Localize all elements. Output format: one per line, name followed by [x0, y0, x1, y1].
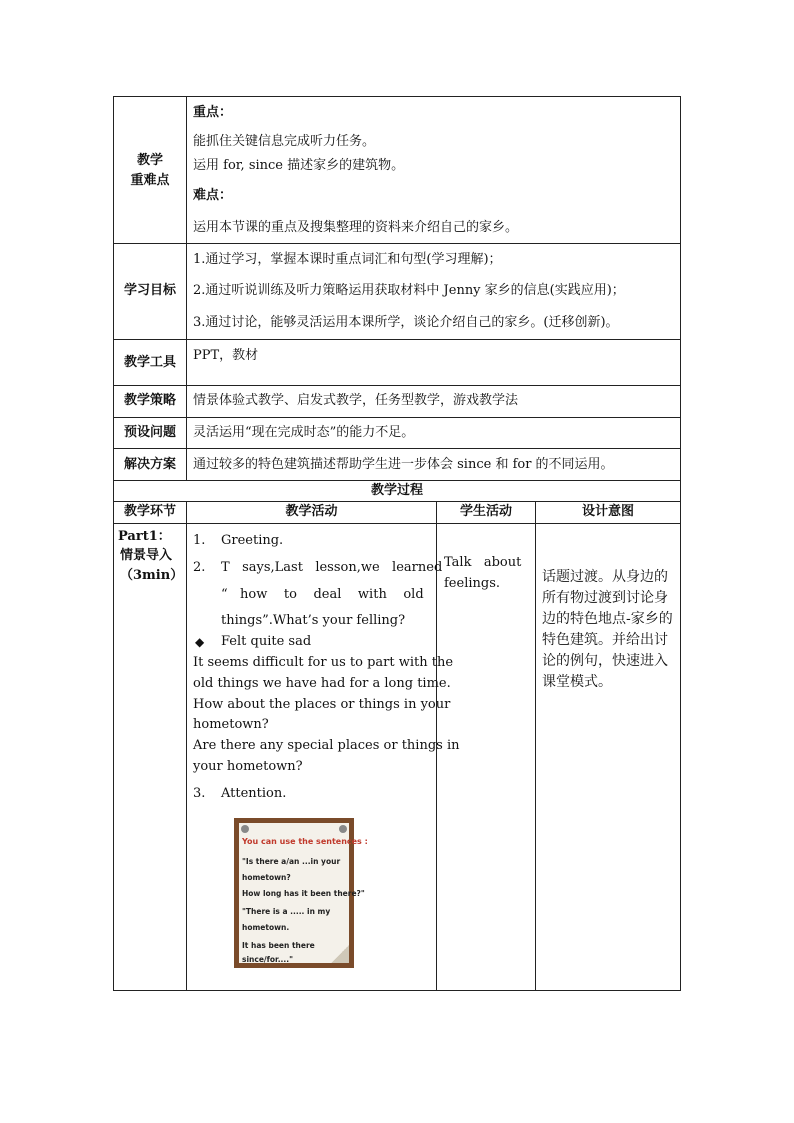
table-rule [186, 501, 187, 991]
problem-label: 预设问题 [123, 425, 176, 440]
diamond-bullet-icon: ◆ [195, 635, 205, 649]
header-intent: 设计意图 [581, 504, 634, 519]
header-activity: 教学活动 [285, 504, 338, 519]
student-activity: feelings. [444, 576, 501, 591]
table-rule [680, 96, 681, 991]
tools-value: PPT，教材 [193, 348, 259, 363]
activity-para: hometown? [193, 717, 269, 732]
activity-text: T says,Last lesson,we learned [221, 560, 443, 575]
card-line: hometown. [242, 923, 290, 932]
student-activity: Talk about [444, 555, 522, 570]
table-rule [113, 523, 681, 524]
header-stage: 教学环节 [123, 504, 176, 519]
activity-para: old things we have had for a long time. [193, 676, 451, 691]
design-intent: 所有物过渡到讨论身 [542, 590, 668, 606]
key-item: 能抓住关键信息完成听力任务。 [193, 134, 376, 149]
part-label: （3min） [120, 568, 184, 583]
objective-item: 3.通过讨论，能够灵活运用本课所学，谈论介绍自己的家乡。(迁移创新)。 [193, 315, 619, 330]
card-paper [239, 823, 368, 964]
table-rule [113, 448, 681, 449]
card-line: How long has it been there?" [242, 889, 365, 898]
objective-item: 1.通过学习，掌握本课时重点词汇和句型(学习理解)； [193, 252, 502, 267]
activity-text: “ how to deal with old [221, 587, 424, 602]
table-rule [113, 243, 681, 244]
sentence-card-image [234, 818, 368, 968]
card-line: It has been there [242, 941, 315, 950]
table-rule [113, 417, 681, 418]
tools-label: 教学工具 [123, 355, 176, 370]
solution-label: 解决方案 [123, 457, 176, 472]
card-line: "Is there a/an ...in your [242, 857, 341, 866]
table-rule [113, 96, 681, 97]
activity-para: Are there any special places or things in [193, 738, 460, 753]
bullet-text: Felt quite sad [221, 634, 312, 649]
difficult-title: 难点： [193, 188, 233, 203]
table-rule [113, 480, 681, 481]
table-rule [113, 385, 681, 386]
activity-number: 1. [193, 533, 206, 548]
design-intent: 特色建筑。并给出讨 [542, 632, 668, 648]
key-item: 运用 for, since 描述家乡的建筑物。 [193, 158, 405, 173]
process-title: 教学过程 [370, 483, 423, 498]
solution-value: 通过较多的特色建筑描述帮助学生进一步体会 since 和 for 的不同运用。 [193, 457, 614, 472]
objective-item: 2.通过听说训练及听力策略运用获取材料中 Jenny 家乡的信息(实践应用)； [193, 283, 625, 298]
activity-text: Greeting. [221, 533, 284, 548]
key-points-label: 教学 重难点 [130, 153, 170, 188]
activity-text: things”.What’s your felling? [221, 613, 406, 628]
part-label: 情景导入 [120, 548, 173, 563]
table-rule [113, 96, 114, 991]
design-intent: 边的特色地点-家乡的 [542, 611, 673, 627]
activity-text: Attention. [221, 786, 287, 801]
table-rule [113, 501, 681, 502]
activity-para: your hometown? [193, 759, 303, 774]
card-line: "There is a ..... in my [242, 907, 331, 916]
table-rule [113, 990, 681, 991]
pin-icon [339, 825, 347, 833]
card-line: since/for...." [242, 955, 293, 964]
objectives-label: 学习目标 [123, 283, 176, 298]
activity-para: How about the places or things in your [193, 697, 451, 712]
part-label: Part1： [118, 529, 171, 544]
card-title: You can use the sentences : [242, 837, 368, 846]
design-intent: 课堂模式。 [542, 674, 612, 690]
activity-number: 3. [193, 786, 206, 801]
page-curl [331, 945, 349, 963]
card-line: hometown? [242, 873, 291, 882]
design-intent: 话题过渡。从身边的 [542, 569, 668, 585]
pin-icon [241, 825, 249, 833]
table-rule [535, 501, 536, 991]
problem-value: 灵活运用“现在完成时态”的能力不足。 [193, 425, 415, 440]
table-rule [186, 96, 187, 481]
key-title: 重点： [193, 105, 233, 120]
strategy-value: 情景体验式教学、启发式教学，任务型教学，游戏教学法 [193, 393, 519, 408]
strategy-label: 教学策略 [123, 393, 176, 408]
difficult-item: 运用本节课的重点及搜集整理的资料来介绍自己的家乡。 [193, 220, 519, 235]
header-student: 学生活动 [459, 504, 512, 519]
activity-para: It seems difficult for us to part with the [193, 655, 454, 670]
activity-number: 2. [193, 560, 206, 575]
design-intent: 论的例句，快速进入 [542, 653, 668, 669]
table-rule [113, 339, 681, 340]
